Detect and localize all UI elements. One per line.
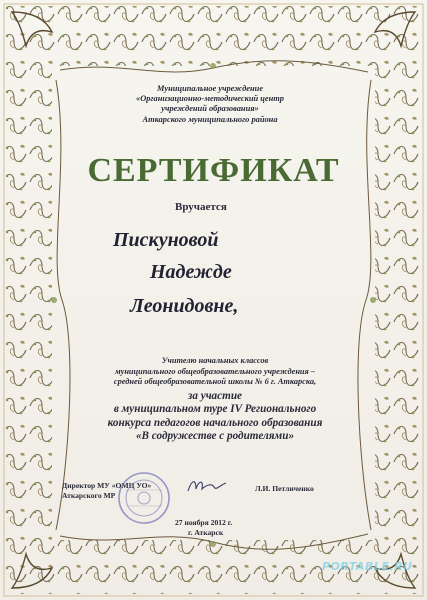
signatory-title-line: Директор МУ «ОМЦ УО» — [62, 481, 152, 490]
recipient-surname: Пискуновой — [113, 229, 219, 251]
signatory-title-line: Аткарского МР — [62, 490, 116, 500]
org-line: Муниципальное учреждение — [156, 84, 264, 93]
reason-line: за участие — [187, 390, 243, 402]
position-line: муниципального общеобразовательного учреждения – — [114, 366, 316, 376]
certificate-title: СЕРТИФИКАТ — [87, 152, 340, 189]
org-line: учреждений образования» — [161, 104, 259, 114]
issue-city: г. Аткарск — [188, 528, 224, 537]
reason-line: «В содружестве с родителями» — [135, 430, 295, 443]
site-watermark: PORTABLE.RU — [322, 560, 413, 573]
issuing-organization — [90, 84, 330, 125]
position-line: Учителю начальных классов — [161, 356, 269, 365]
position-line: средней общеобразовательной школы № 6 г. Аткарска, — [113, 377, 317, 386]
recipient-position — [70, 356, 360, 388]
reason-line: конкурса педагогов начального образования — [107, 416, 323, 429]
official-stamp — [116, 470, 172, 526]
awarded-label: Вручается — [175, 201, 227, 213]
issue-date: 27 ноября 2012 г. — [175, 518, 233, 527]
recipient-patronymic: Леонидовне, — [130, 295, 239, 317]
reason-line: в муниципальном туре IV Регионального — [113, 403, 317, 416]
signatory-name: Л.И. Петличенко — [255, 484, 314, 493]
handwritten-signature — [186, 475, 228, 497]
recipient-first-name: Надежде — [150, 261, 232, 283]
org-line: «Организационно-методический центр — [136, 94, 284, 104]
award-reason — [60, 390, 370, 444]
org-line: Аткарского муниципального района — [142, 114, 278, 124]
